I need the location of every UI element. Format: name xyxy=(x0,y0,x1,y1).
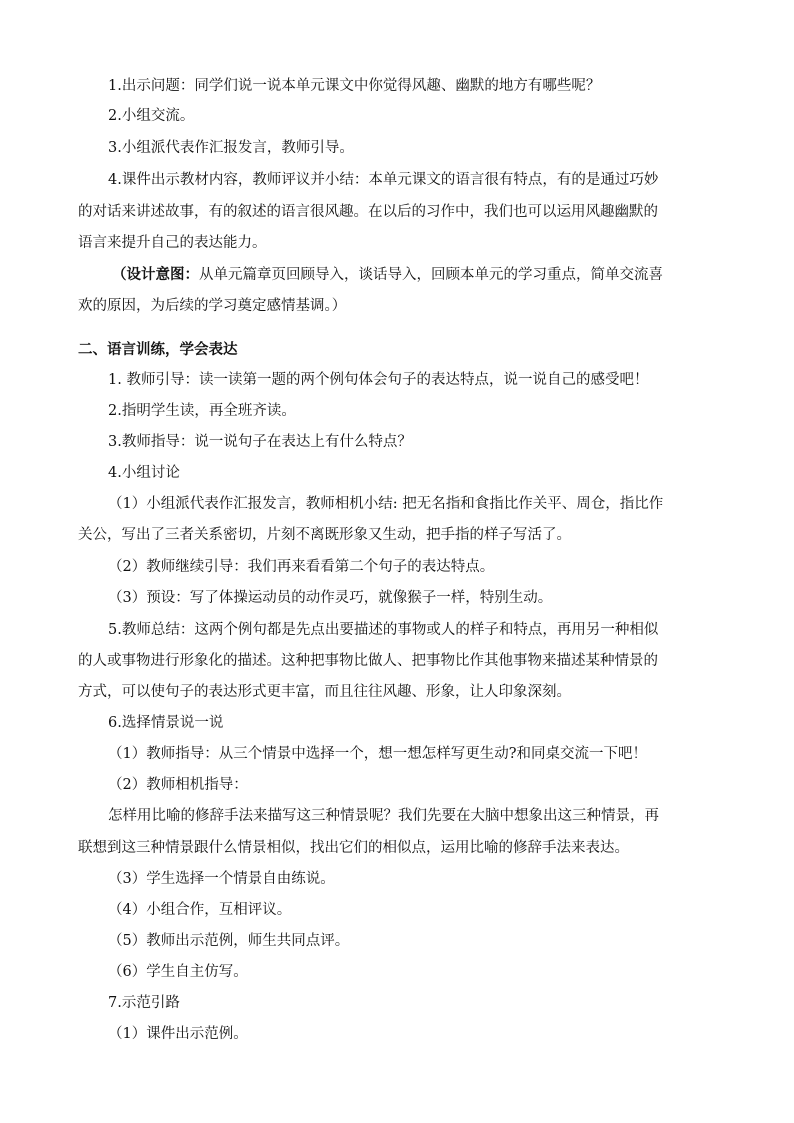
text-line: （6）学生自主仿写。 xyxy=(108,964,248,980)
text-line: （3）预设：写了体操运动员的动作灵巧，就像猴子一样，特别生动。 xyxy=(108,590,553,606)
text-line: 的对话来讲述故事，有的叙述的语言很风趣。在以后的习作中，我们也可以运用风趣幽默的 xyxy=(78,204,658,220)
text-line: 6.选择情景说一说 xyxy=(108,715,224,731)
text-line: （2）教师继续引导：我们再来看看第二个句子的表达特点。 xyxy=(108,559,495,575)
text-line: （1）教师指导：从三个情景中选择一个，想一想怎样写更生动?和同桌交流一下吧！ xyxy=(108,746,647,762)
text-line: 3.小组派代表作汇报发言，教师引导。 xyxy=(108,140,354,156)
text-line: 怎样用比喻的修辞手法来描写这三种情景呢？我们先要在大脑中想象出这三种情景，再 xyxy=(108,808,659,824)
text-line: 的人或事物进行形象化的描述。这种把事物比做人、把事物比作其他事物来描述某种情景的 xyxy=(78,653,658,669)
text-line: 2.小组交流。 xyxy=(108,108,195,124)
text-line: 方式，可以使句子的表达形式更丰富，而且往往风趣、形象，让人印象深刻。 xyxy=(78,684,571,700)
text-line: 1. 教师引导：读一读第一题的两个例句体会句子的表达特点，说一说自己的感受吧！ xyxy=(108,372,649,388)
text-line: 4.课件出示教材内容，教师评议并小结：本单元课文的语言很有特点，有的是通过巧妙 xyxy=(108,172,659,188)
text-line: （1）小组派代表作汇报发言，教师相机小结: 把无名指和食指比作关平、周仓，指比作 xyxy=(108,496,664,512)
text-line: （4）小组合作，互相评议。 xyxy=(108,902,292,918)
text-line: （3）学生选择一个情景自由练说。 xyxy=(108,871,335,887)
design-intent-text: 从单元篇章页回顾导入，谈话导入，回顾本单元的学习重点，简单交流喜 xyxy=(199,267,663,283)
text-line: 语言来提升自己的表达能力。 xyxy=(78,235,267,251)
text-line: 4.小组讨论 xyxy=(108,465,180,481)
text-line: 关公，写出了三者关系密切，片刻不离既形象又生动，把手指的样子写活了。 xyxy=(78,527,571,543)
text-line: 联想到这三种情景跟什么情景相似，找出它们的相似点，运用比喻的修辞手法来表达。 xyxy=(78,840,629,856)
text-line: 1.出示问题：同学们说一说本单元课文中你觉得风趣、幽默的地方有哪些呢？ xyxy=(108,78,601,94)
text-line: 5.教师总结：这两个例句都是先点出要描述的事物或人的样子和特点，再用另一种相似 xyxy=(108,622,659,638)
text-line: （5）教师出示范例，师生共同点评。 xyxy=(108,933,350,949)
text-line: 7.示范引路 xyxy=(108,995,180,1011)
text-line: （2）教师相机指导： xyxy=(108,777,248,793)
text-line: （1）课件出示范例。 xyxy=(108,1026,248,1042)
design-intent-label: （设计意图： xyxy=(112,267,199,283)
section-heading: 二、语言训练，学会表达 xyxy=(78,342,238,358)
text-line: 欢的原因，为后续的学习奠定感情基调。） xyxy=(78,298,347,314)
text-line: 2.指明学生读，再全班齐读。 xyxy=(108,403,296,419)
design-intent-line xyxy=(112,265,752,285)
text-line: 3.教师指导：说一说句子在表达上有什么特点？ xyxy=(108,434,412,450)
